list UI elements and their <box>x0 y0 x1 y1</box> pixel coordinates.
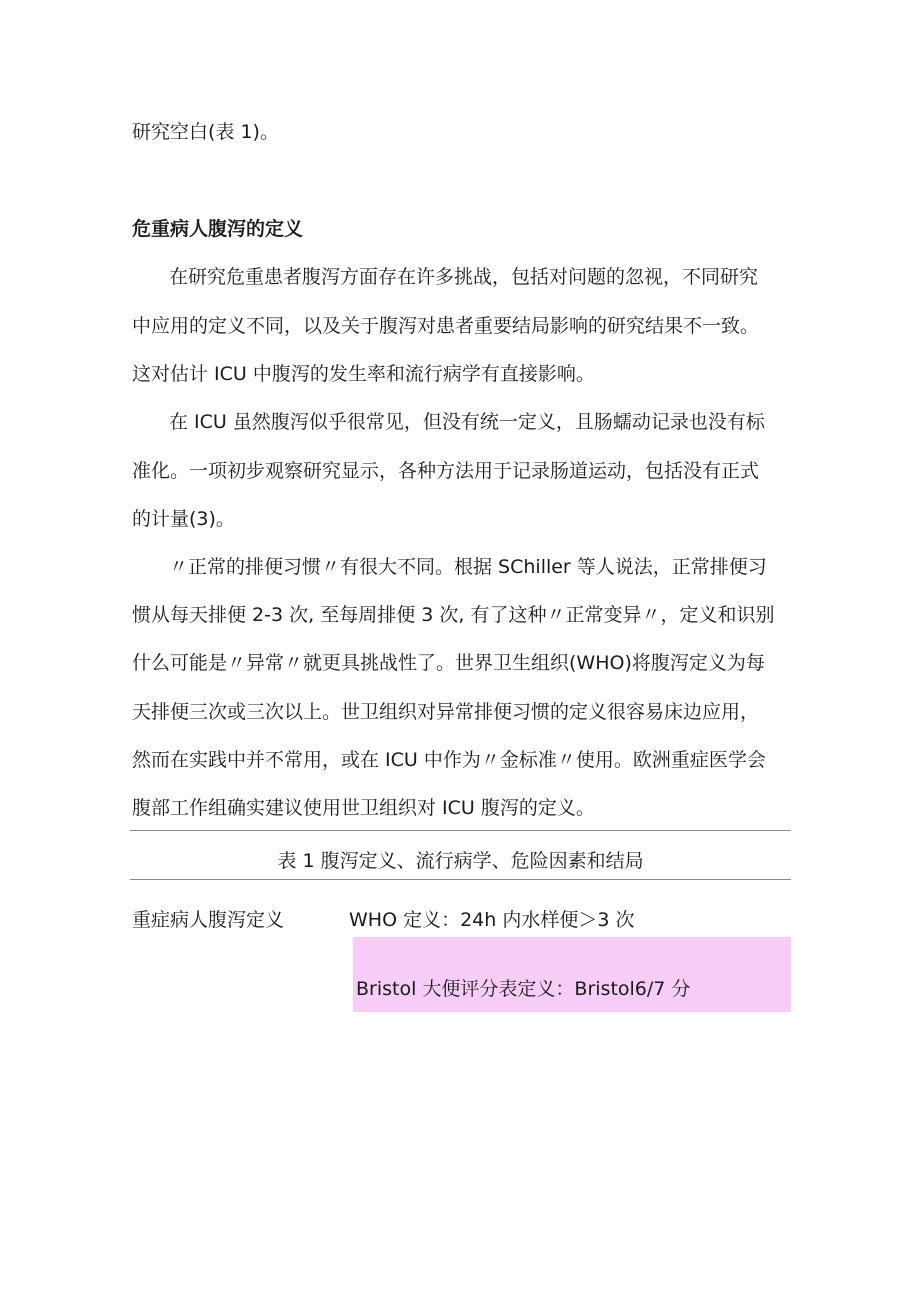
paragraph-line: 然而在实践中并不常用，或在 ICU 中作为〃金标准〃使用。欧洲重症医学会 <box>132 749 766 771</box>
row-label: 重症病人腹泻定义 <box>132 909 285 931</box>
paragraph-line: 在研究危重患者腹泻方面存在许多挑战，包括对问题的忽视，不同研究 <box>169 266 759 288</box>
paragraph-line: 中应用的定义不同，以及关于腹泻对患者重要结局影响的研究结果不一致。 <box>132 315 760 337</box>
paragraph-line: 在 ICU 虽然腹泻似乎很常见，但没有统一定义，且肠蠕动记录也没有标 <box>169 411 765 433</box>
table-header-rule <box>130 879 791 880</box>
paragraph-line: 的计量(3)。 <box>132 508 235 530</box>
paragraph-line: 〃正常的排便习惯〃有很大不同。根据 SChiller 等人说法，正常排便习 <box>169 556 767 578</box>
who-definition: WHO 定义：24h 内水样便＞3 次 <box>349 909 635 931</box>
paragraph-line: 什么可能是〃异常〃就更具挑战性了。世界卫生组织(WHO)将腹泻定义为每 <box>132 652 765 674</box>
paragraph-line: 惯从每天排便 2-3 次, 至每周排便 3 次, 有了这种〃正常变异〃，定义和识别 <box>132 604 775 626</box>
paragraph-line: 腹部工作组确实建议使用世卫组织对 ICU 腹泻的定义。 <box>132 797 595 819</box>
table-top-rule <box>130 830 791 831</box>
table-caption: 表 1 腹泻定义、流行病学、危险因素和结局 <box>277 850 644 872</box>
bristol-definition: Bristol 大便评分表定义：Bristol6/7 分 <box>356 978 691 1000</box>
intro-line: 研究空白(表 1)。 <box>132 121 279 143</box>
paragraph-line: 这对估计 ICU 中腹泻的发生率和流行病学有直接影响。 <box>132 363 595 385</box>
section-heading: 危重病人腹泻的定义 <box>132 218 304 240</box>
paragraph-line: 天排便三次或三次以上。世卫组织对异常排便习惯的定义很容易床边应用， <box>132 701 760 723</box>
paragraph-line: 准化。一项初步观察研究显示，各种方法用于记录肠道运动，包括没有正式 <box>132 460 760 482</box>
